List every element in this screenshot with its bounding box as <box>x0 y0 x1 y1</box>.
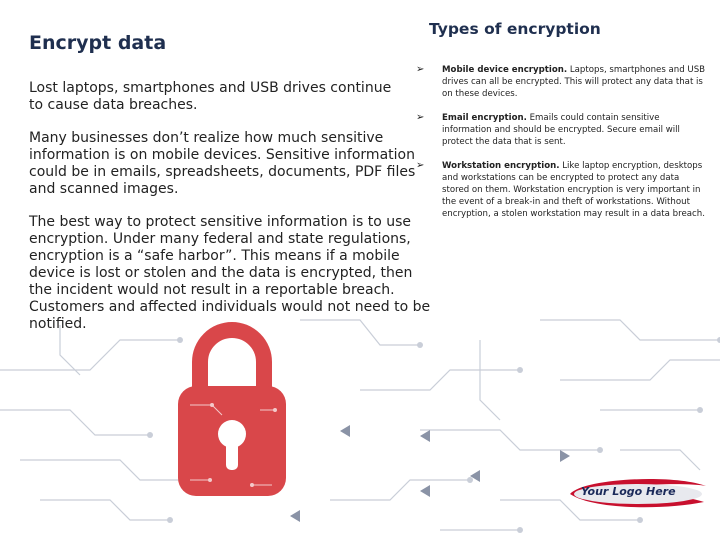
bullet-text: Like laptop encryption, desktops and workstations can be encrypted to protect any data stored on them. Workstation encryption is very important in the event of a break-in and theft of workstations. Without encryption, a stolen workstation may result in a data breach. <box>442 161 705 219</box>
intro-paragraph: Lost laptops, smartphones and USB drives continue to cause data breaches. <box>29 80 392 113</box>
arrow-bullet-icon: ➢ <box>416 64 425 75</box>
arrow-bullet-icon: ➢ <box>416 112 425 123</box>
mobile-info-paragraph: Many businesses don’t realize how much sensitive information is on mobile devices. Sensitive information could be in emails, spreadsheets, documents, PDF files and scanned images. <box>29 130 416 197</box>
page-title: Encrypt data <box>29 32 167 54</box>
list-item <box>416 112 708 148</box>
logo-text: Your Logo Here <box>581 485 676 498</box>
list-item <box>416 160 708 220</box>
bullet-lead: Mobile device encryption. <box>442 65 568 75</box>
arrow-bullet-icon: ➢ <box>416 160 425 171</box>
list-item <box>416 64 708 100</box>
bullet-text: Emails could contain sensitive information and should be encrypted. Secure email will protect the data that is sent. <box>442 113 680 147</box>
bullet-lead: Email encryption. <box>442 113 527 123</box>
section-title: Types of encryption <box>429 20 601 38</box>
bullet-lead: Workstation encryption. <box>442 161 560 171</box>
encryption-paragraph: The best way to protect sensitive information is to use encryption. Under many federal and state regulations, encryption is a “safe harbor”. This means if a mobile device is lost or stolen and the data is encrypted, then the incident would not result in a reportable breach. Customers and affected individuals would not need to be notified. <box>29 214 431 332</box>
encryption-types-list <box>416 64 708 232</box>
bullet-text: Laptops, smartphones and USB drives can all be encrypted. This will protect any data that is on these devices. <box>442 65 706 99</box>
